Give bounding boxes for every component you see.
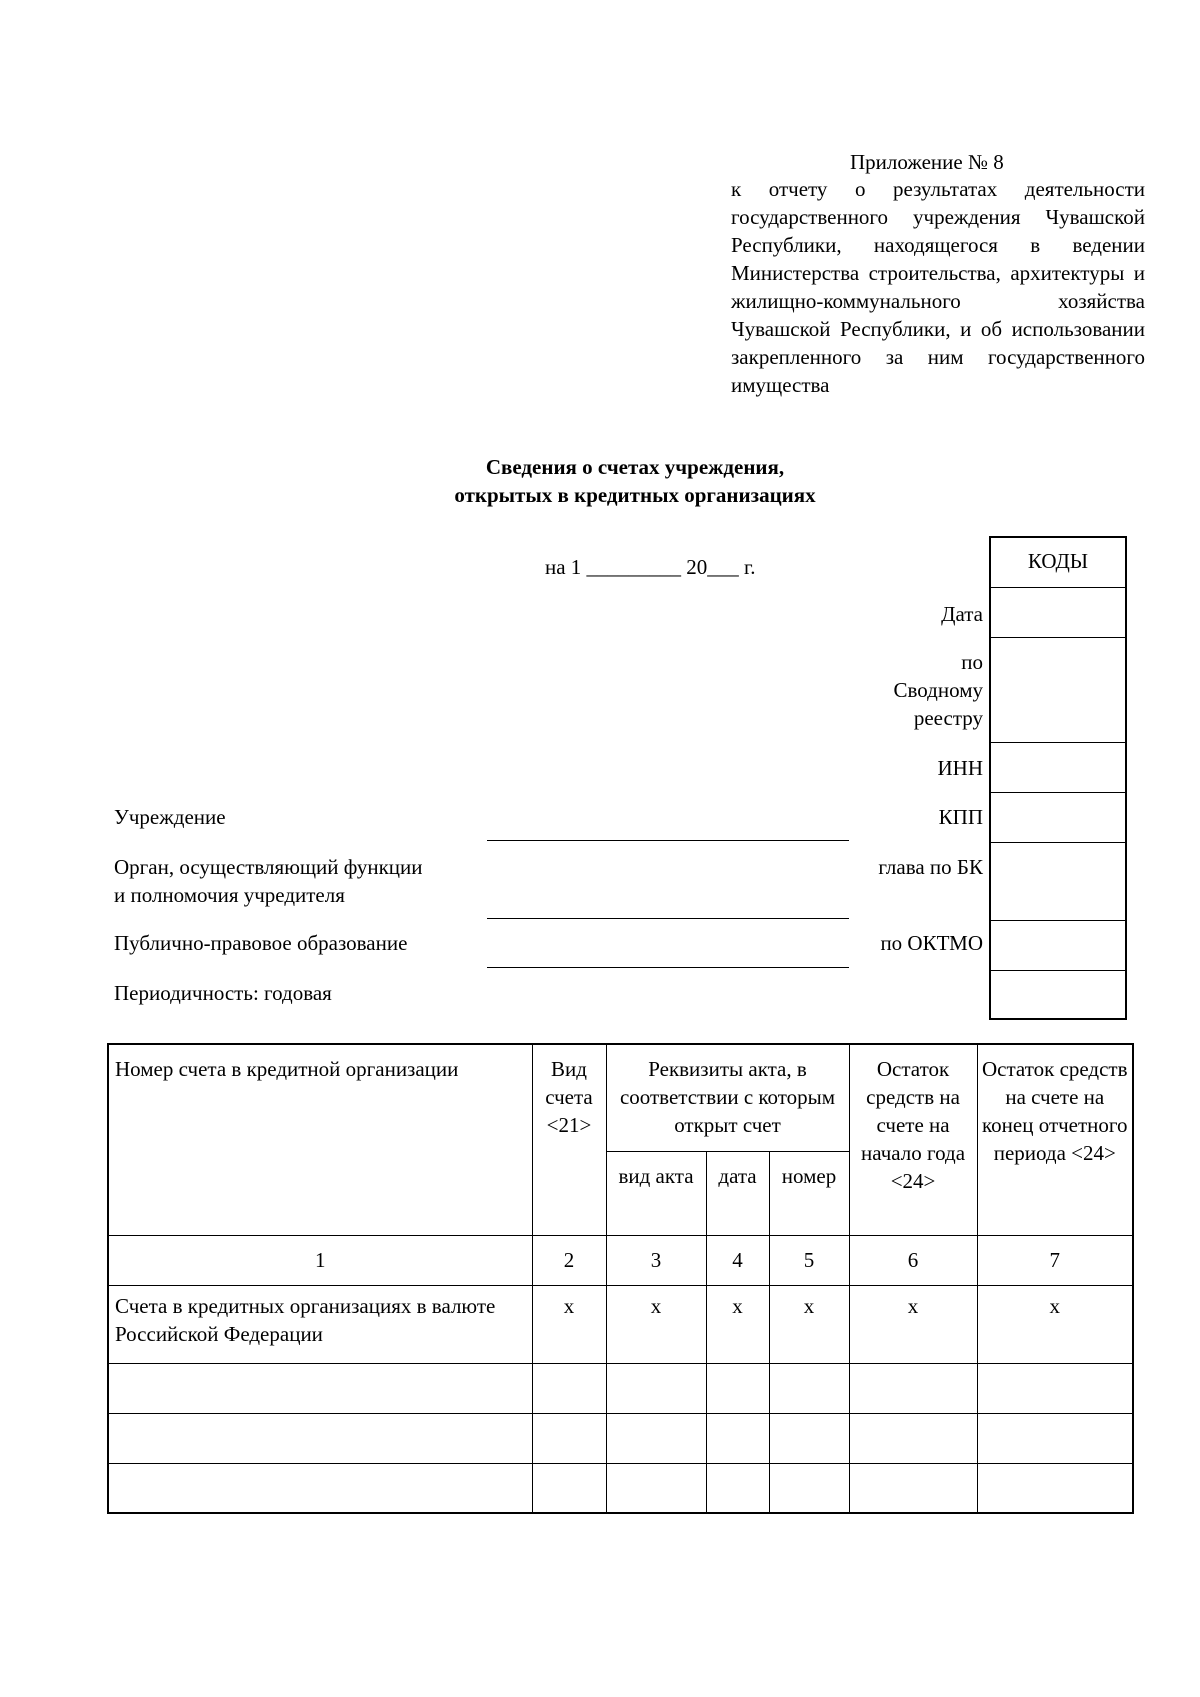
public-entity-fill-line xyxy=(487,967,849,968)
table-cell: x xyxy=(532,1285,606,1363)
organ-fill-line xyxy=(487,918,849,919)
table-cell xyxy=(706,1413,769,1463)
code-periodicity-cell xyxy=(991,970,1125,1018)
label-inn: ИНН xyxy=(937,756,983,780)
institution-fill-line xyxy=(487,840,849,841)
table-row xyxy=(108,1463,1133,1513)
table-cell xyxy=(849,1463,977,1513)
header-act-details: Реквизиты акта, в соответствии с которым открыт счет xyxy=(606,1044,849,1151)
code-bk-cell xyxy=(991,842,1125,920)
code-oktmo-cell xyxy=(991,920,1125,970)
table-cell xyxy=(606,1463,706,1513)
field-public-entity: Публично-правовое образование xyxy=(114,931,408,955)
table-cell xyxy=(532,1463,606,1513)
label-bk: глава по БК xyxy=(878,855,983,879)
table-cell xyxy=(849,1363,977,1413)
label-registry-line3: реестру xyxy=(913,706,983,730)
label-kpp: КПП xyxy=(938,805,983,829)
field-institution: Учреждение xyxy=(114,805,226,829)
table-cell: x xyxy=(769,1285,849,1363)
code-inn-cell xyxy=(991,742,1125,792)
table-cell xyxy=(108,1413,532,1463)
field-organ-line1: Орган, осуществляющий функции xyxy=(114,855,423,879)
field-organ-line2: и полномочия учредителя xyxy=(114,883,345,907)
label-date: Дата xyxy=(941,602,983,626)
table-cell xyxy=(108,1463,532,1513)
table-cell xyxy=(706,1463,769,1513)
table-cell xyxy=(108,1363,532,1413)
table-cell xyxy=(706,1363,769,1413)
label-registry-line2: Сводному xyxy=(893,678,983,702)
table-row xyxy=(108,1413,1133,1463)
accounts-table xyxy=(107,1043,1134,1514)
document-title xyxy=(0,453,1200,509)
table-cell: x xyxy=(977,1285,1133,1363)
codes-header: КОДЫ xyxy=(1027,549,1089,573)
header-act-number: номер xyxy=(769,1151,849,1235)
table-cell xyxy=(532,1413,606,1463)
table-cell xyxy=(977,1463,1133,1513)
column-number: 4 xyxy=(706,1235,769,1285)
table-cell xyxy=(769,1413,849,1463)
header-balance-end: Остаток средств на счете на конец отчетного периода <24> xyxy=(977,1044,1133,1235)
row-label: Счета в кредитных организациях в валюте Российской Федерации xyxy=(108,1285,532,1363)
report-date-line: на 1 _________ 20___ г. xyxy=(545,555,756,579)
code-kpp-cell xyxy=(991,792,1125,842)
table-cell: x xyxy=(606,1285,706,1363)
document-title-line1: Сведения о счетах учреждения, xyxy=(485,455,785,479)
column-number: 1 xyxy=(108,1235,532,1285)
table-row xyxy=(108,1363,1133,1413)
table-cell xyxy=(977,1413,1133,1463)
header-act-date: дата xyxy=(706,1151,769,1235)
table-cell xyxy=(606,1363,706,1413)
table-cell xyxy=(769,1363,849,1413)
annex-title: Приложение № 8 xyxy=(850,150,1004,174)
code-registry-cell xyxy=(991,637,1125,742)
annex-body: к отчету о результатах деятельности государственного учреждения Чувашской Республики, находящегося в ведении Министерства строительства, архитектуры и жилищно-коммунального хозяйства Чувашской Республики, и об использовании закрепленного за ним государственного имущества xyxy=(731,177,1145,397)
codes-table xyxy=(989,536,1127,1020)
header-act-type: вид акта xyxy=(606,1151,706,1235)
table-cell: x xyxy=(706,1285,769,1363)
header-account-type: Вид счета <21> xyxy=(532,1044,606,1235)
label-oktmo: по ОКТМО xyxy=(880,931,983,955)
field-organ xyxy=(114,853,423,909)
table-cell xyxy=(849,1413,977,1463)
table-cell xyxy=(606,1413,706,1463)
document-title-line2: открытых в кредитных организациях xyxy=(454,483,816,507)
column-number: 7 xyxy=(977,1235,1133,1285)
table-cell: x xyxy=(849,1285,977,1363)
column-number: 2 xyxy=(532,1235,606,1285)
column-number: 3 xyxy=(606,1235,706,1285)
label-registry-line1: по xyxy=(961,650,983,674)
column-number-row xyxy=(108,1235,1133,1285)
column-number: 6 xyxy=(849,1235,977,1285)
table-cell xyxy=(977,1363,1133,1413)
code-date-cell xyxy=(991,587,1125,637)
label-registry xyxy=(894,648,984,732)
header-balance-start: Остаток средств на счете на начало года <24> xyxy=(849,1044,977,1235)
header-account-number: Номер счета в кредитной организации xyxy=(108,1044,532,1235)
table-cell xyxy=(769,1463,849,1513)
table-cell xyxy=(532,1363,606,1413)
field-periodicity: Периодичность: годовая xyxy=(114,981,332,1005)
table-row xyxy=(108,1285,1133,1363)
column-number: 5 xyxy=(769,1235,849,1285)
